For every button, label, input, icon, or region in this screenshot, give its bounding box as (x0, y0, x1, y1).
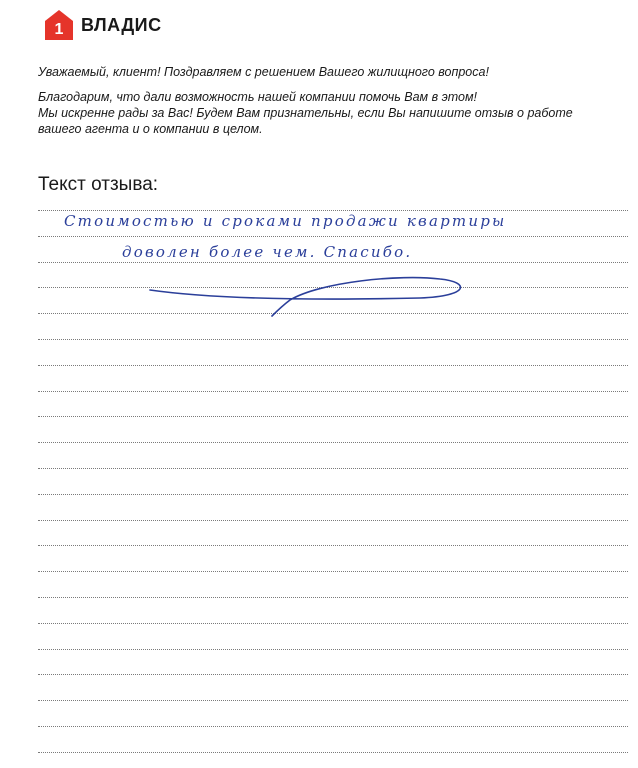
writing-line (38, 623, 628, 624)
writing-line (38, 442, 628, 443)
handwritten-line-1: Стоимостью и сроками продажи квартиры (64, 212, 507, 230)
writing-line (38, 391, 628, 392)
writing-line (38, 520, 628, 521)
writing-line (38, 752, 628, 753)
handwritten-line-2: доволен более чем. Спасибо. (122, 243, 413, 261)
writing-line (38, 236, 628, 237)
writing-line (38, 545, 628, 546)
writing-line (38, 313, 628, 314)
review-title: Текст отзыва: (38, 174, 159, 195)
greeting-text: Уважаемый, клиент! Поздравляем с решением Вашего жилищного вопроса! (38, 65, 489, 79)
writing-line (38, 262, 628, 263)
writing-line (38, 649, 628, 650)
writing-line (38, 726, 628, 727)
writing-line (38, 339, 628, 340)
writing-line (38, 365, 628, 366)
writing-line (38, 571, 628, 572)
thanks-line-2: Мы искренне рады за Вас! Будем Вам признательны, если Вы напишите отзыв о работе (38, 106, 573, 120)
writing-line (38, 700, 628, 701)
writing-line (38, 494, 628, 495)
writing-line (38, 597, 628, 598)
writing-line (38, 287, 628, 288)
brand-name: ВЛАДИС (81, 14, 162, 35)
writing-line (38, 210, 628, 211)
writing-line (38, 416, 628, 417)
thanks-line-3: вашего агента и о компании в целом. (38, 122, 263, 136)
writing-line (38, 468, 628, 469)
thanks-line-1: Благодарим, что дали возможность нашей компании помочь Вам в этом! (38, 90, 478, 104)
review-lines[interactable] (38, 0, 628, 768)
writing-line (38, 674, 628, 675)
svg-text:1: 1 (54, 21, 64, 38)
